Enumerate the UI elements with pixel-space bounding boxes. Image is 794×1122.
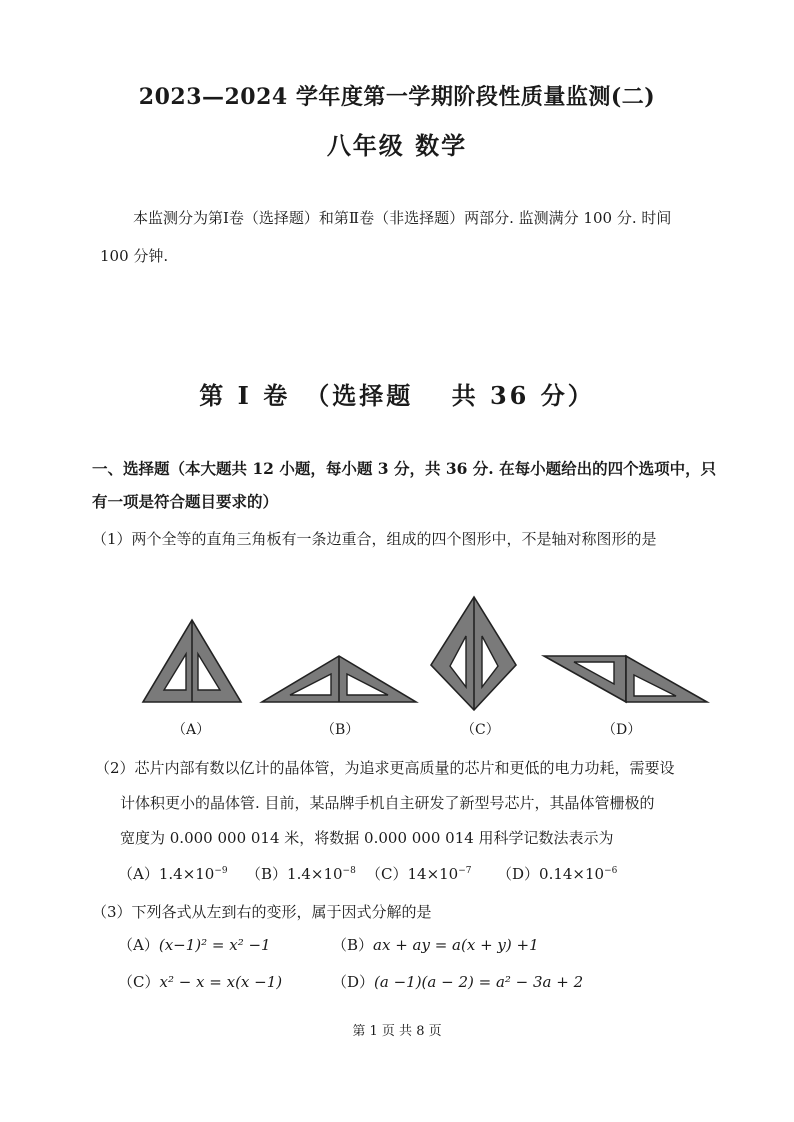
option-expression: x² − x = x(x −1) [159,973,283,991]
option-label: （C） [118,973,160,991]
option-base: 1.4×10 [158,865,215,883]
figure-b-triangles [262,656,416,702]
part1-instruction-line-1: 一、选择题（本大题共 12 小题，每小题 3 分，共 36 分. 在每小题给出的四个选项中，只 [92,459,717,478]
option-label: （B） [246,865,288,883]
option-base: 14×10 [407,865,459,883]
question-2-option-a [118,863,228,884]
figure-c-triangles [431,597,516,710]
option-label: （A） [118,936,159,954]
option-label: （C） [366,865,408,883]
option-expression: ax + ay = a(x + y) +1 [373,936,539,954]
question-2-line-3: 宽度为 0.000 000 014 米，将数据 0.000 000 014 用科学记数法表示为 [120,829,614,847]
figure-c-label: （C） [461,722,500,738]
question-1-stem: （1）两个全等的直角三角板有一条边重合，组成的四个图形中，不是轴对称图形的是 [92,530,657,548]
option-label: （A） [118,865,159,883]
figure-a-triangles [143,620,241,702]
option-base: 1.4×10 [287,865,343,883]
intro-line-2: 100 分钟. [100,247,169,265]
page-footer: 第 1 页 共 8 页 [352,1024,442,1039]
exam-subtitle: 八年级 数学 [326,131,468,160]
option-base: 0.14×10 [539,865,605,883]
section-heading: 第 Ⅰ 卷 （选择题 共 36 分） [199,381,595,410]
figure-d-triangles [544,656,707,702]
option-label: （D） [332,973,375,991]
question-2-option-c [366,863,472,884]
question-3-option-d [332,971,583,992]
option-expression: (a −1)(a − 2) = a² − 3a + 2 [374,973,584,991]
option-exponent: −9 [214,866,228,876]
question-3-option-c [118,971,282,992]
figure-d-label: （D） [602,722,642,738]
question-2-option-d [497,863,617,884]
part1-instruction-line-2: 有一项是符合题目要求的） [92,492,279,511]
question-3-option-b [332,934,539,955]
option-label: （D） [497,865,540,883]
option-exponent: −6 [604,866,618,876]
question-3-stem: （3）下列各式从左到右的变形，属于因式分解的是 [92,903,432,921]
question-3-option-a [118,934,271,955]
option-expression: (x−1)² = x² −1 [158,936,271,954]
option-label: （B） [332,936,374,954]
question-2-line-2: 计体积更小的晶体管. 目前，某品牌手机自主研发了新型号芯片，其晶体管栅极的 [120,794,655,812]
option-exponent: −8 [342,866,356,876]
figure-b-label: （B） [321,722,360,738]
figure-a-label: （A） [172,722,211,738]
exam-title: 2023—2024 学年度第一学期阶段性质量监测(二) [138,84,656,110]
question-2-line-1: （2）芯片内部有数以亿计的晶体管，为追求更高质量的芯片和更低的电力功耗，需要设 [95,759,675,777]
intro-line-1: 本监测分为第Ⅰ卷（选择题）和第Ⅱ卷（非选择题）两部分. 监测满分 100 分. 时间 [133,209,672,227]
option-exponent: −7 [458,866,472,876]
question-2-option-b [246,863,356,884]
